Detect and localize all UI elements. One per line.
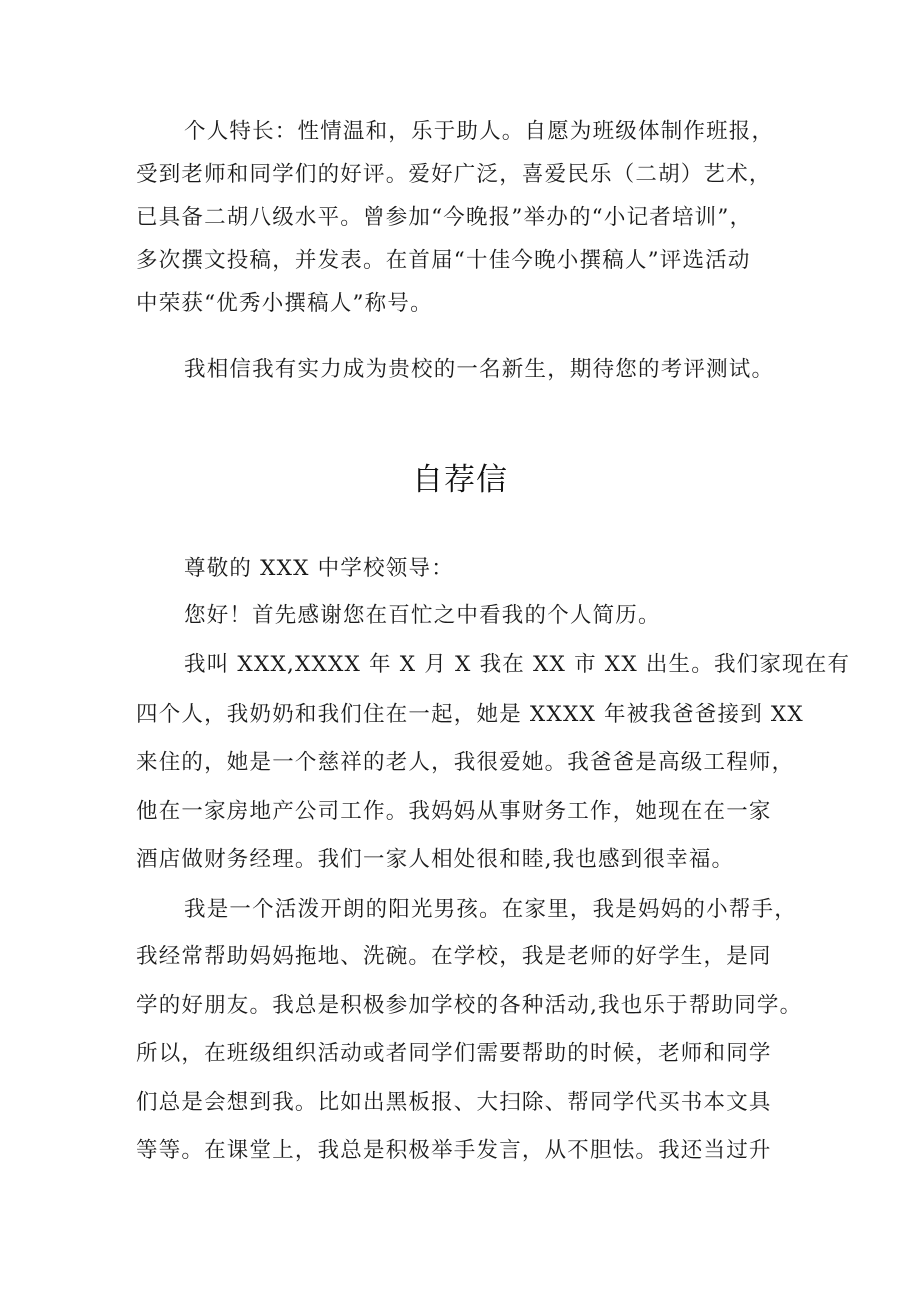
family-line-1: 我叫 XXX,XXXX 年 X 月 X 我在 XX 市 XX 出生。我们家现在有 [184,652,851,677]
personality-line-3: 学的好朋友。我总是积极参加学校的各种活动,我也乐于帮助同学。 [136,993,803,1018]
personality-line-1: 我是一个活泼开朗的阳光男孩。在家里，我是妈妈的小帮手， [184,897,797,922]
specialty-line-2: 受到老师和同学们的好评。爱好广泛，喜爱民乐（二胡）艺术， [136,162,772,187]
specialty-line-3: 已具备二胡八级水平。曾参加“今晚报”举办的“小记者培训”， [136,205,753,230]
family-line-5: 酒店做财务经理。我们一家人相处很和睦,我也感到很幸福。 [136,847,735,872]
specialty-line-5: 中荣获“优秀小撰稿人”称号。 [136,291,433,316]
greeting: 您好！首先感谢您在百忙之中看我的个人简历。 [184,603,661,628]
salutation: 尊敬的 XXX 中学校领导： [184,556,454,581]
personality-line-2: 我经常帮助妈妈拖地、洗碗。在学校，我是老师的好学生，是同 [136,944,772,969]
personality-line-6: 等等。在课堂上，我总是积极举手发言，从不胆怯。我还当过升 [136,1138,772,1163]
family-line-3: 来住的，她是一个慈祥的老人，我很爱她。我爸爸是高级工程师， [136,750,795,775]
family-line-4: 他在一家房地产公司工作。我妈妈从事财务工作，她现在在一家 [136,799,772,824]
closing-statement: 我相信我有实力成为贵校的一名新生，期待您的考评测试。 [184,357,775,382]
letter-title: 自荐信 [412,462,508,498]
specialty-line-4: 多次撰文投稿，并发表。在首届“十佳今晚小撰稿人”评选活动 [136,248,751,273]
personality-line-5: 们总是会想到我。比如出黑板报、大扫除、帮同学代买书本文具 [136,1090,772,1115]
specialty-line-1: 个人特长：性情温和，乐于助人。自愿为班级体制作班报， [184,119,775,144]
family-line-2: 四个人，我奶奶和我们住在一起，她是 XXXX 年被我爸爸接到 XX [136,702,804,727]
personality-line-4: 所以，在班级组织活动或者同学们需要帮助的时候，老师和同学 [136,1041,772,1066]
